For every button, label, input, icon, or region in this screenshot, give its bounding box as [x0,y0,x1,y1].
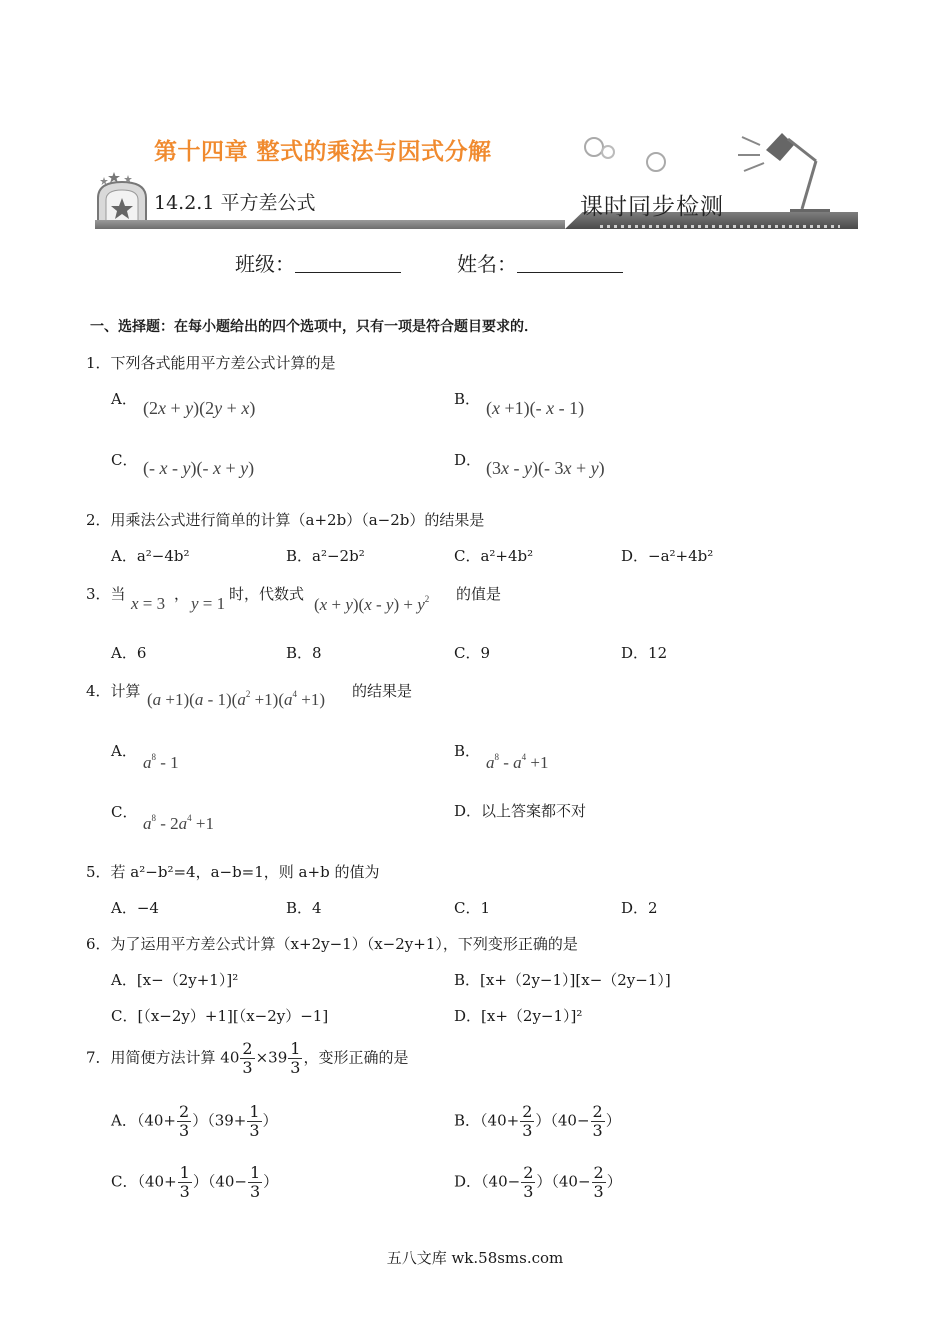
q1-label-b: B． [454,390,481,408]
q3-option-d: D．12 [621,644,668,662]
q2-option-c: C．a²+4b² [454,547,534,565]
q4-end: 的结果是 [352,682,413,700]
q2-stem: 2．用乘法公式进行简单的计算（a+2b）（a−2b）的结果是 [86,511,485,529]
q4-expression: $(a +1)(a - 1)(a^2 +1)(a^4 +1)$ [147,689,325,709]
q6-option-c: C．[（x−2y）+1][（x−2y）−1] [111,1007,329,1025]
q1-stem: 1．下列各式能用平方差公式计算的是 [86,354,336,372]
desk-lamp-icon [730,125,860,220]
q3-expression: $(x + y)(x - y) + y^2$ [314,594,430,614]
q1-option-c: (- x - y)(- x + y) [143,458,255,478]
section-title: 14.2.1 平方差公式 [154,192,316,214]
q7-option-c: C．（40+ $\frac{1}{3}$ ）（40− $\frac{1}{3}$ ） [111,1163,279,1201]
q4-option-c: $a^8 - 2a^4 +1$ [143,813,215,833]
q4-stem-start: 4．计算 [86,682,141,700]
q1-label-d: D． [454,451,482,469]
class-blank[interactable] [295,254,401,273]
student-info-line [235,248,623,277]
q4-label-a: A． [111,742,137,760]
q7-stem-start: 7．用简便方法计算 40 [86,1048,240,1067]
q1-label-c: C． [111,451,138,469]
q1-option-b: (x +1)(- x - 1) [486,398,585,418]
fraction-2-3: $\frac{2}{3}$ [242,1039,253,1077]
q7-option-a: A．（40+ $\frac{2}{3}$ ）（39+ $\frac{1}{3}$ ） [111,1102,278,1140]
q7-end: ，变形正确的是 [303,1048,409,1067]
q6-option-d: D．[x+（2y−1）]² [454,1007,583,1025]
q2-option-d: D．−a²+4b² [621,547,714,565]
q3-y-value: y = 1 [191,594,226,613]
name-label: 姓名： [457,252,517,276]
q5-option-a: A．−4 [111,899,159,917]
bubbles-decoration-icon [580,130,670,175]
q5-stem: 5．若 a²−b²=4，a−b=1，则 a+b 的值为 [86,863,380,881]
q7-times: ×39 [255,1048,288,1067]
header-band-left [95,220,565,229]
q2-option-a: A．a²−4b² [111,547,190,565]
name-blank[interactable] [517,254,623,273]
q3-x-value: x = 3 [131,594,166,613]
q5-option-d: D．2 [621,899,658,917]
q6-stem: 6．为了运用平方差公式计算（x+2y−1）（x−2y+1），下列变形正确的是 [86,935,578,953]
q4-label-b: B． [454,742,481,760]
q7-option-b: B．（40+ $\frac{2}{3}$ ）（40− $\frac{2}{3}$ ） [454,1102,621,1140]
q6-option-b: B．[x+（2y−1）][x−（2y−1）] [454,971,671,989]
q1-option-d: (3x - y)(- 3x + y) [486,458,605,478]
header-band-dots [600,225,840,228]
q3-option-b: B．8 [286,644,322,662]
q3-option-c: C．9 [454,644,491,662]
fraction-1-3: $\frac{1}{3}$ [290,1039,301,1077]
q3-stem-start: 3．当 [86,585,126,603]
q3-end: 的值是 [456,585,502,603]
q3-comma: ， [174,585,190,603]
q2-option-b: B．a²−2b² [286,547,365,565]
q3-option-a: A．6 [111,644,147,662]
q7-stem [86,1040,408,1077]
page-footer: 五八文库 wk.58sms.com [386,1249,564,1267]
q4-label-c: C． [111,803,138,821]
q1-option-a: (2x + y)(2y + x) [143,398,256,418]
q3-when: 时，代数式 [229,585,305,603]
chapter-title: 第十四章 整式的乘法与因式分解 [154,139,492,165]
q5-option-c: C．1 [454,899,491,917]
q6-option-a: A．[x−（2y+1）]² [111,971,239,989]
q1-label-a: A． [111,390,137,408]
q5-option-b: B．4 [286,899,322,917]
section-heading: 一、选择题：在每小题给出的四个选项中，只有一项是符合题目要求的． [90,319,538,335]
q4-option-b: $a^8 - a^4 +1$ [486,752,549,772]
q4-option-d: D．以上答案都不对 [454,802,587,820]
series-title: 课时同步检测 [580,194,724,220]
class-label: 班级： [235,252,295,276]
q7-option-d: D．（40− $\frac{2}{3}$ ）（40− $\frac{2}{3}$ ） [454,1163,622,1201]
q4-option-a: $a^8 - 1$ [143,752,179,772]
